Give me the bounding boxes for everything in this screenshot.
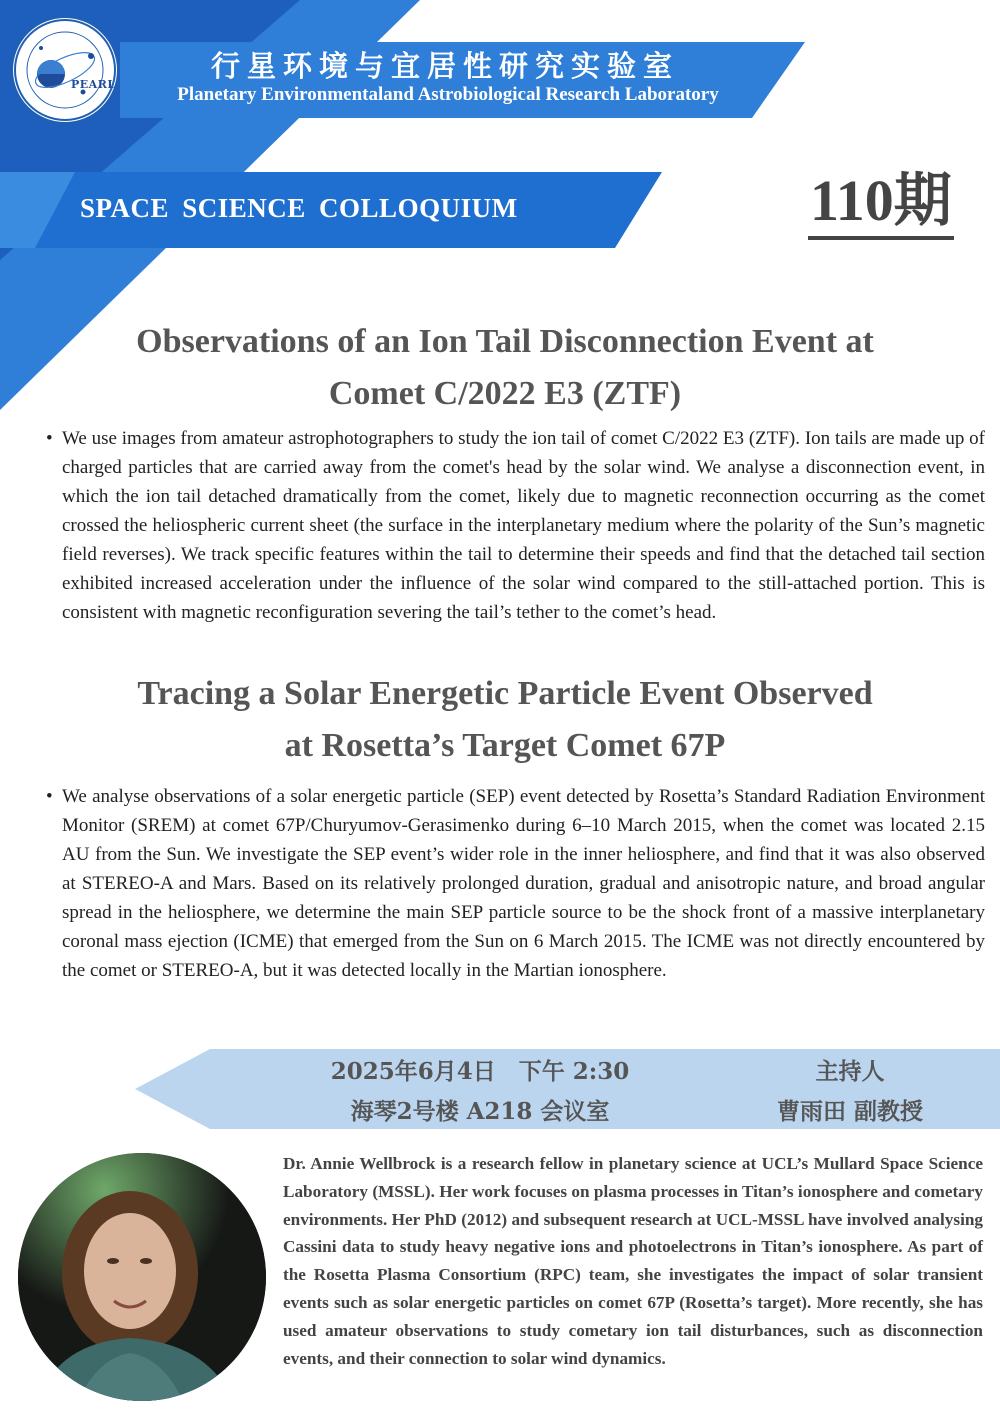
host-name: 曹雨田 副教授 xyxy=(776,1098,923,1125)
host-label: 主持人 xyxy=(815,1058,885,1085)
talk-1-title-line2: Comet C/2022 E3 (ZTF) xyxy=(328,375,682,412)
speaker-portrait xyxy=(18,1153,266,1401)
event-date-time: 2025年6月4日 下午 2:30 xyxy=(330,1058,630,1085)
lab-name-chinese: 行星环境与宜居性研究实验室 xyxy=(210,49,679,83)
talk-2-title-line1: Tracing a Solar Energetic Particle Event Observed xyxy=(137,675,873,712)
pearl-logo xyxy=(10,15,120,125)
talk-2-title-line2: at Rosetta’s Target Comet 67P xyxy=(284,727,726,764)
issue-number: 110期 xyxy=(808,168,954,240)
talk-1-abstract xyxy=(40,424,985,627)
talk-2-title xyxy=(40,668,970,772)
lab-name-english: Planetary Environmentaland Astrobiological Research Laboratory xyxy=(177,84,719,105)
talk-2-abstract xyxy=(40,782,985,985)
talk-1-abstract-text: We use images from amateur astrophotographers to study the ion tail of comet C/2022 E3 (ZTF). Ion tails are made up of charged particles that are carried away from the comet's head by the solar wind. We analyse a disconnection event, in which the ion tail detached dramatically from the comet, likely due to magnetic reconnection occurring as the comet crossed the heliospheric current sheet (the surface in the interplanetary medium where the polarity of the Sun’s magnetic field reverses). We track specific features within the tail to determine their speeds and find that the detached tail section exhibited increased acceleration under the influence of the solar wind compared to the still-attached portion. This is consistent with magnetic reconfiguration severing the tail’s tether to the comet’s head. xyxy=(62,428,985,623)
logo-emblem xyxy=(13,18,117,122)
talk-1-title xyxy=(40,316,970,420)
talk-1-title-line1: Observations of an Ion Tail Disconnection Event at xyxy=(136,323,874,360)
bullet-icon: • xyxy=(46,786,53,807)
colloquium-label: SPACE SCIENCE COLLOQUIUM xyxy=(80,193,518,223)
speaker-bio: Dr. Annie Wellbrock is a research fellow in planetary science at UCL’s Mullard Space Science Laboratory (MSSL). Her work focuses on plasma processes in Titan’s ionosphere and cometary environments. Her PhD (2012) and subsequent research at UCL-MSSL have involved analysing Cassini data to study heavy negative ions and photoelectrons in Titan’s ionosphere. As part of the Rosetta Plasma Consortium (RPC) team, she investigates the impact of solar transient events such as solar energetic particles on comet 67P (Rosetta’s target). More recently, she has used amateur observations to study cometary ion tail disturbances, such as disconnection events, and their connection to solar wind dynamics. xyxy=(283,1154,983,1368)
bullet-icon: • xyxy=(46,428,53,449)
talk-2-abstract-text: We analyse observations of a solar energetic particle (SEP) event detected by Rosetta’s Standard Radiation Environment Monitor (SREM) at comet 67P/Churyumov-Gerasimenko during 6–10 March 2015, when the comet was located 2.15 AU from the Sun. We investigate the SEP event’s wider role in the inner heliosphere, and find that it was also observed at STEREO-A and Mars. Based on its relatively prolonged duration, gradual and anisotropic nature, and broad angular spread in the heliosphere, we determine the main SEP particle source to be the shock front of a massive interplanetary coronal mass ejection (ICME) that emerged from the Sun on 6 March 2015. The ICME was not directly encountered by the comet or STEREO-A, but it was detected locally in the Martian ionosphere. xyxy=(62,786,985,981)
speaker-photo xyxy=(18,1153,266,1401)
event-location: 海琴2号楼 A218 会议室 xyxy=(350,1098,610,1125)
logo-text: PEARL xyxy=(71,78,116,91)
